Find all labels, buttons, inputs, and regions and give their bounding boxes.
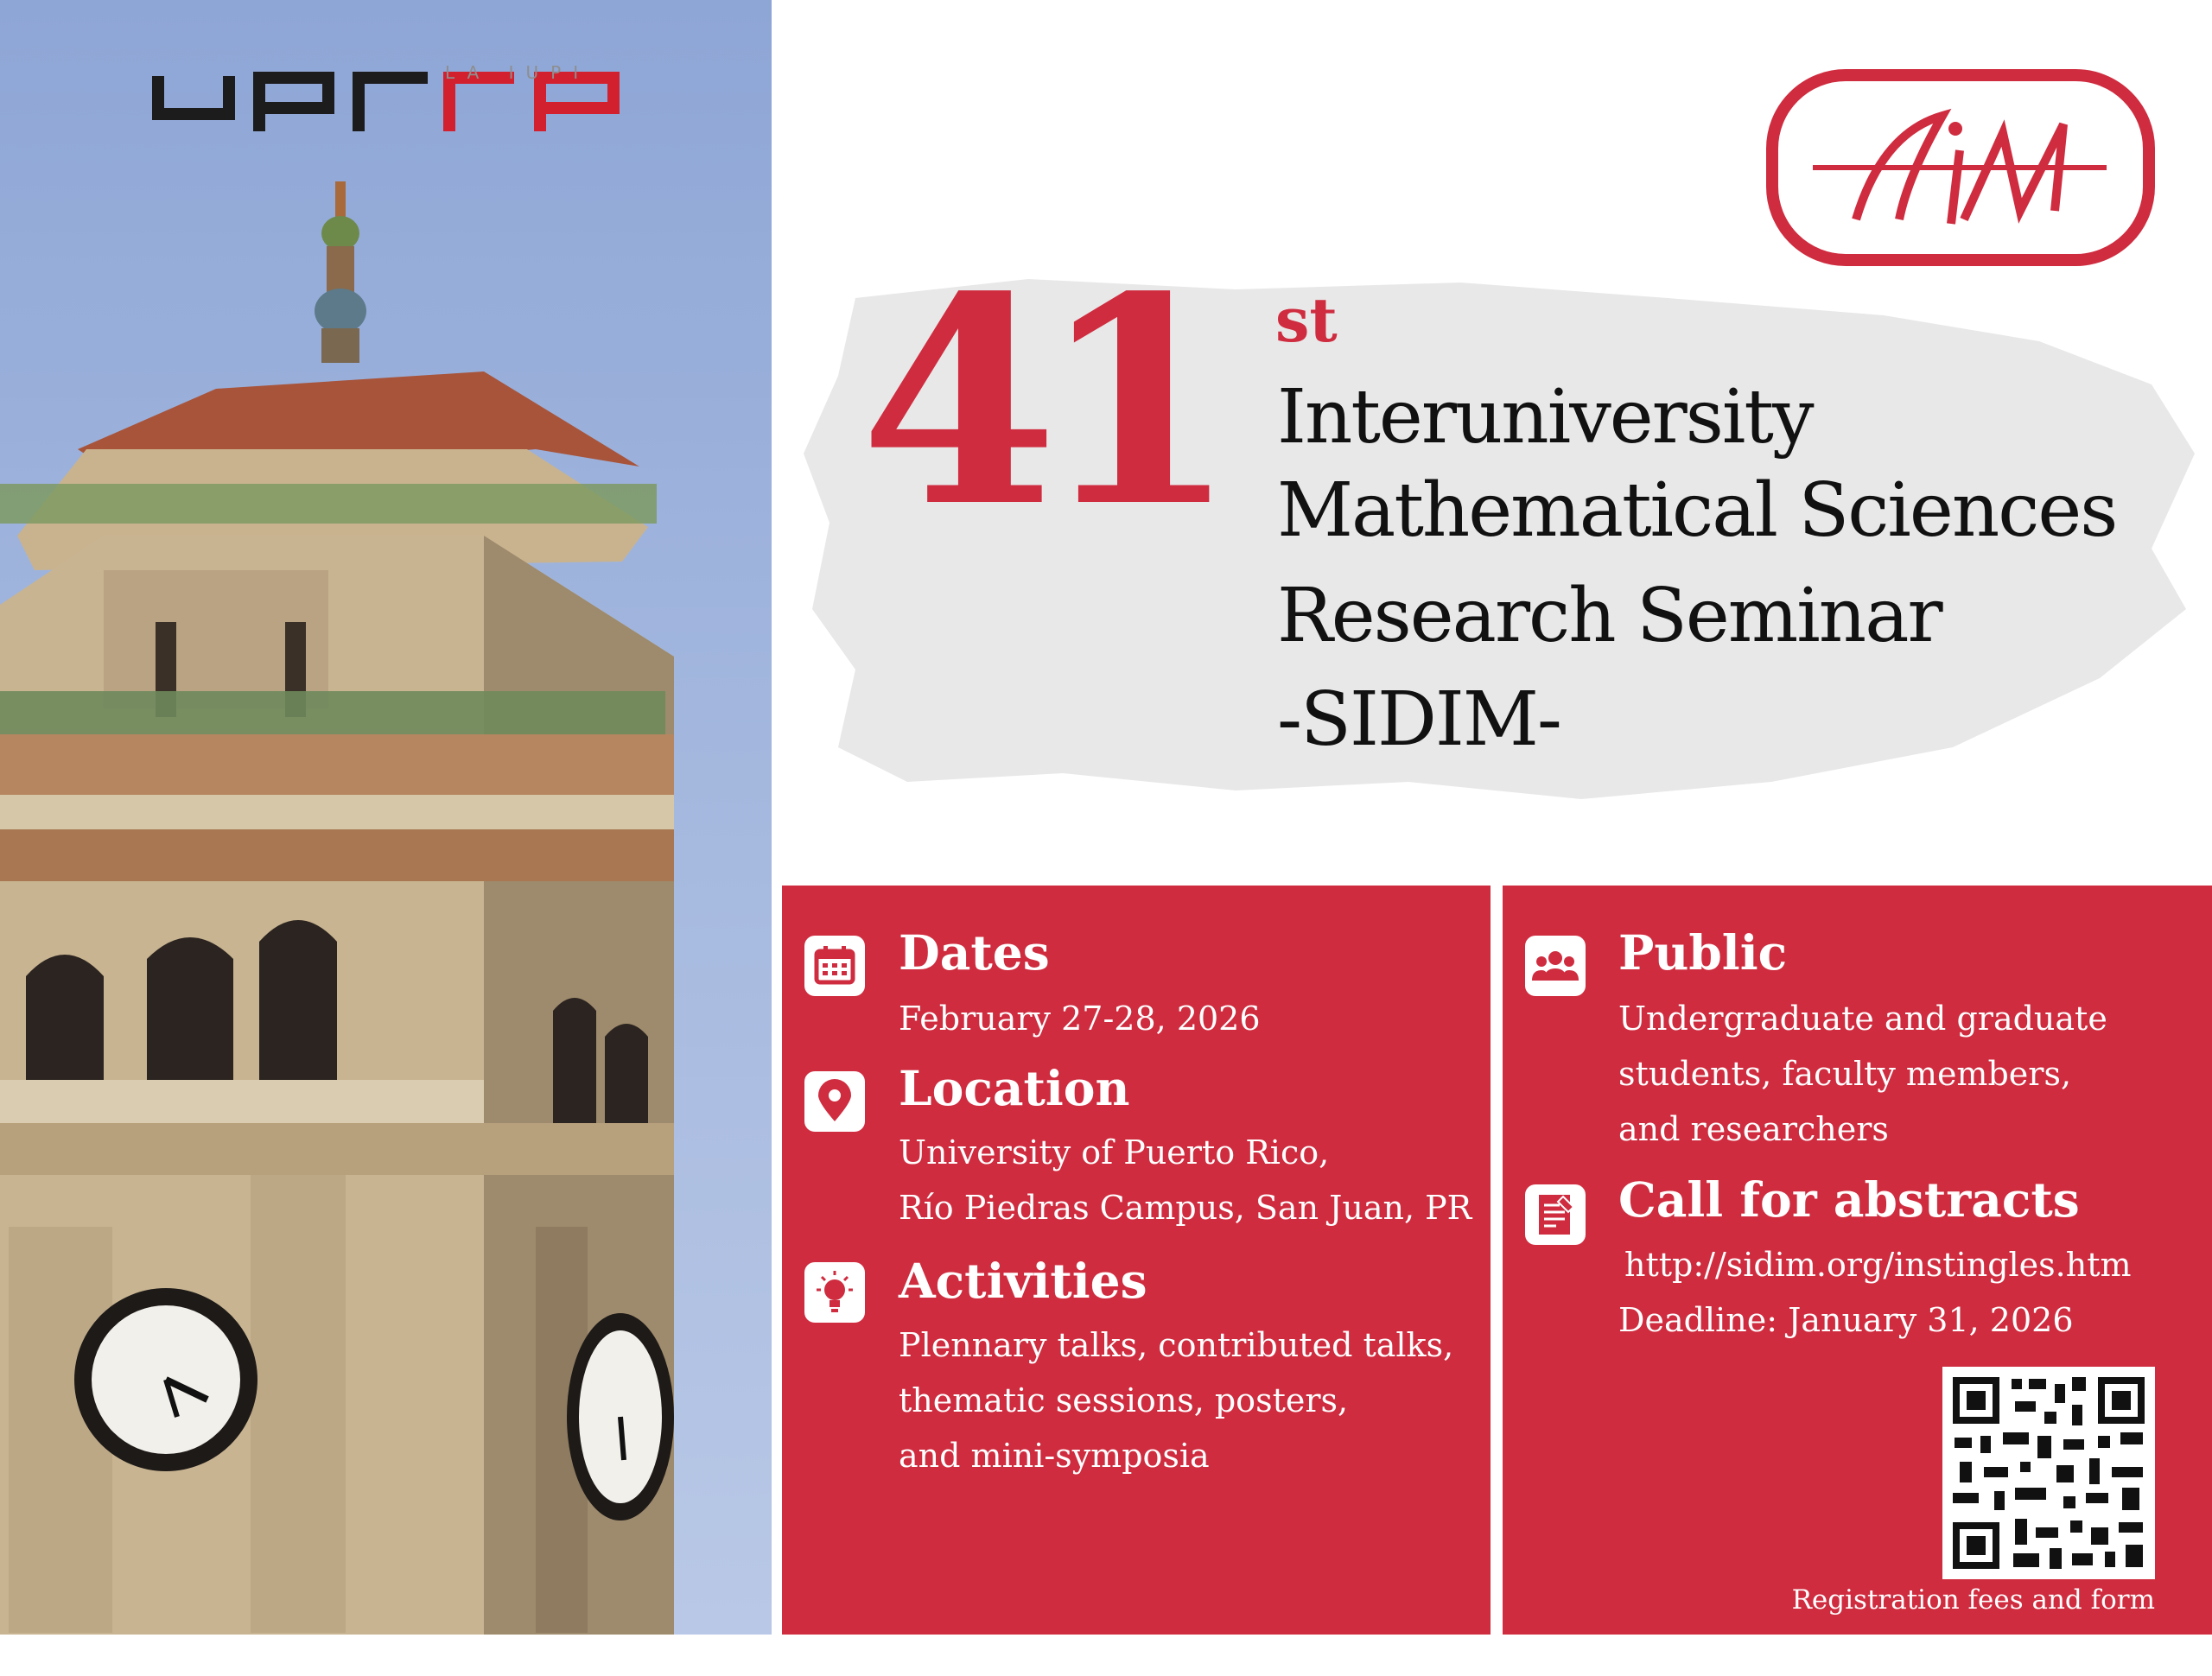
calendar-icon	[804, 936, 865, 996]
map-pin-icon	[804, 1071, 865, 1132]
lightbulb-icon	[804, 1262, 865, 1323]
activities-line-1: Plennary talks, contributed talks,	[899, 1326, 1454, 1364]
location-line-2: Río Piedras Campus, San Juan, PR	[899, 1189, 1472, 1227]
activities-line-2: thematic sessions, posters,	[899, 1381, 1349, 1419]
dates-heading: Dates	[899, 924, 1050, 981]
call-heading: Call for abstracts	[1618, 1171, 2080, 1228]
title-acronym: -SIDIM-	[1277, 676, 1560, 763]
registration-qr-code[interactable]	[1942, 1367, 2155, 1579]
public-line-1: Undergraduate and graduate	[1618, 1000, 2107, 1038]
call-deadline: Deadline: January 31, 2026	[1618, 1301, 2074, 1339]
uprrp-logo-subtitle: LA IUPI	[445, 62, 591, 83]
location-heading: Location	[899, 1060, 1130, 1116]
clock-tower-photo	[0, 0, 772, 1635]
title-line-2: Mathematical Sciences	[1277, 467, 2117, 554]
activities-heading: Activities	[899, 1253, 1147, 1309]
title-line-3: Research Seminar	[1277, 573, 1942, 659]
clock-face-right	[567, 1313, 674, 1520]
public-line-2: students, faculty members,	[1618, 1055, 2072, 1093]
edition-ordinal: st	[1275, 284, 1338, 356]
aim-logo	[1766, 69, 2155, 266]
public-heading: Public	[1618, 924, 1788, 981]
edition-number: 41	[860, 234, 1219, 569]
dates-text: February 27-28, 2026	[899, 1000, 1261, 1038]
document-icon	[1525, 1184, 1586, 1245]
activities-line-3: and mini-symposia	[899, 1437, 1210, 1475]
qr-caption: Registration fees and form	[1791, 1584, 2155, 1616]
public-line-3: and researchers	[1618, 1110, 1889, 1148]
clock-face-left	[74, 1288, 257, 1471]
location-line-1: University of Puerto Rico,	[899, 1133, 1330, 1171]
call-url[interactable]: http://sidim.org/instingles.htm	[1624, 1246, 2132, 1284]
people-icon	[1525, 936, 1586, 996]
title-line-1: Interuniversity	[1277, 374, 1813, 460]
tower-spire	[315, 181, 366, 363]
